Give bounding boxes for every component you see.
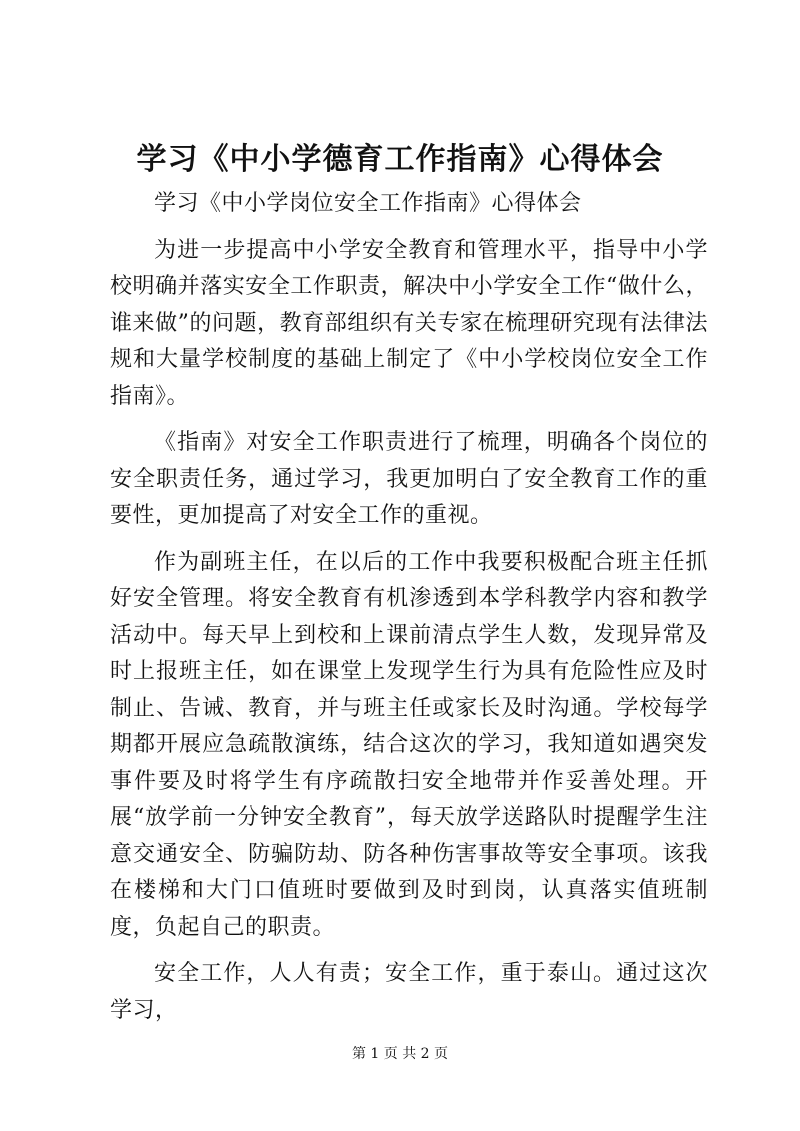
document-body bbox=[110, 186, 708, 1039]
subtitle-paragraph: 学习《中小学岗位安全工作指南》心得体会 bbox=[154, 191, 582, 216]
body-paragraph: 作为副班主任，在以后的工作中我要积极配合班主任抓好安全管理。将安全教育有机渗透到本学科教学内容和教学活动中。每天早上到校和上课前清点学生人数，发现异常及时上报班主任，如在课堂上发现学生行为具有危险性应及时制止、告诫、教育，并与班主任或家长及时沟通。学校每学期都开展应急疏散演练，结合这次的学习，我知道如遇突发事件要及时将学生有序疏散扫安全地带并作妥善处理。开展“放学前一分钟安全教育”，每天放学送路队时提醒学生注意交通安全、防骗防劫、防各种伤害事故等安全事项。该我在楼梯和大门口值班时要做到及时到岗，认真落实值班制度，负起自己的职责。 bbox=[110, 549, 708, 940]
body-paragraph: 安全工作，人人有责；安全工作，重于泰山。通过这次学习， bbox=[110, 961, 708, 1023]
page-footer: 第 1 页 共 2 页 bbox=[351, 1046, 449, 1062]
document-title: 学习《中小学德育工作指南》心得体会 bbox=[136, 142, 664, 177]
body-paragraph: 《指南》对安全工作职责进行了梳理，明确各个岗位的安全职责任务，通过学习，我更加明白了安全教育工作的重要性，更加提高了对安全工作的重视。 bbox=[110, 430, 708, 528]
body-paragraph: 为进一步提高中小学安全教育和管理水平，指导中小学校明确并落实安全工作职责，解决中小学安全工作“做什么，谁来做”的问题，教育部组织有关专家在梳理研究现有法律法规和大量学校制度的基础上制定了《中小学校岗位安全工作指南》。 bbox=[110, 237, 708, 409]
